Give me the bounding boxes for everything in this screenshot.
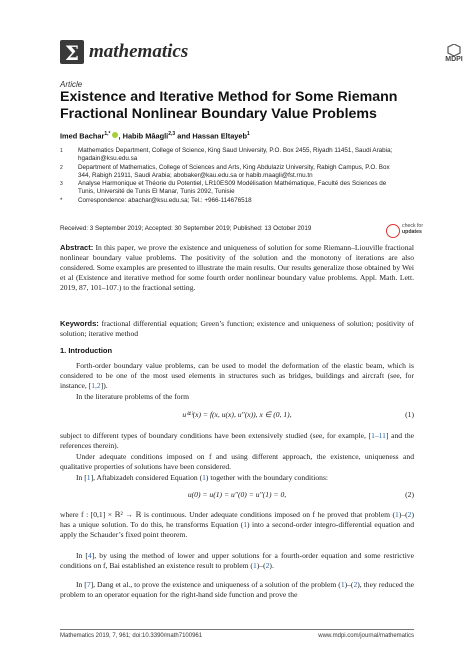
citation-link[interactable]: 7 [86,580,91,589]
affiliation-number: 2 [60,164,63,171]
equation-number: (2) [405,490,414,499]
affiliation-item [60,164,400,181]
journal-logo [60,40,84,64]
abstract [60,243,414,293]
equation-expression: u⁽⁴⁾(x) = f(x, u(x), u″(x)), x ∈ (0, 1), [182,410,292,419]
paragraph-text: ], by using the method of lower and upper solutions for a fourth-order equation and some restrictive conditions on f, Bai established an existence result to problem ( [60,551,414,571]
affiliation-item [60,197,400,205]
publication-dates: Received: 3 September 2019; Accepted: 30 September 2019; Published: 13 October 2019 [60,225,312,232]
equation-link[interactable]: 1 [243,520,247,530]
keywords-label: Keywords: [60,319,99,328]
paragraph-text: ], Dang et al., to prove the existence and uniqueness of a solution of the problem ( [90,580,341,589]
footer-citation: Mathematics 2019, 7, 961; doi:10.3390/math7100961 [60,633,203,639]
affiliation-number: 1 [60,148,63,154]
paragraph-text: ) into a second-order integro-differential equation and apply the Schauder’s fixed point theorem. [60,520,414,540]
equation-link[interactable]: 2 [353,580,358,589]
affiliation-item [60,147,400,164]
abstract-text: In this paper, we prove the existence and uniqueness of solution for some Riemann–Liouville fractional nonlinear boundary value problems. The positivity of the solution and the monotony of iterations are also considered. Some examples are presented to illustrate the main results. Our results generalize those obtained by Wei et al (Existence and iterative method for some fourth order nonlinear boundary value problems. Appl. Math. Lett. 2019, 87, 101–107.) to the fractional setting. [60,243,414,293]
paragraph-text: In [ [76,473,87,482]
section-heading: 1. Introduction [60,346,113,355]
body-paragraph [60,551,414,571]
check-updates-line1: check for [402,223,424,229]
sigma-icon: Σ [64,41,80,65]
paragraph-text: Forth-order boundary value problems, can be used to model the deformation of the elastic beam, which is considered to be one of the most used elements in structures such as bridges, buildings and aircraft (see, for instance, [ [60,361,414,391]
citation-link[interactable]: 4 [87,551,92,560]
paragraph-text: where f : [0,1] × ℝ² → ℝ is continuous. Under adequate conditions imposed on f he proved that problem ( [60,510,396,519]
paragraph-text: )–( [256,561,266,571]
author-affil-mark: 2,3 [168,131,176,137]
orcid-icon[interactable] [112,132,118,138]
author-separator: , [118,131,123,141]
paragraph-text: In [ [76,580,87,589]
journal-header [60,40,463,66]
paragraph-text: In [ [76,551,88,560]
keywords [60,319,414,339]
author-list [60,131,250,140]
author-affil-mark: 1,* [104,131,111,137]
paragraph-text: ), they reduced the problem to an operator equation for the right-hand side function and prove the [60,580,414,600]
equation-link[interactable]: 1 [395,510,399,519]
body-paragraph [60,580,414,600]
correspondence-mark: * [60,196,63,204]
paragraph-text: )–( [398,510,408,519]
affiliation-list [60,147,400,205]
paper-title: Existence and Iterative Method for Some Riemann Fractional Nonlinear Boundary Value Problems [60,89,398,122]
affiliation-item [60,180,400,197]
equation-link[interactable]: 2 [265,561,270,571]
paragraph-text: ] and the references therein). [60,431,414,451]
footer-divider [60,629,414,630]
body-paragraph [60,510,414,540]
body-paragraph: Under adequate conditions imposed on f and using different approach, the existence, uniqueness and qualitative properties of solutions have been considered. [60,452,414,472]
equation-link[interactable]: 2 [407,510,412,519]
author-name[interactable]: Imed Bachar [60,131,105,141]
author-name[interactable]: Hassan Eltayeb [192,131,248,141]
hexagon-icon [437,44,471,56]
citation-link[interactable]: 1–11 [371,431,386,440]
author-name[interactable]: Habib Mâagli [122,131,169,141]
affiliation-number: 3 [60,181,63,188]
paragraph-text: ). [269,561,274,571]
paragraph-text: ) together with the boundary conditions: [205,473,329,482]
body-paragraph [60,361,414,391]
body-paragraph [60,431,414,451]
correspondence-text: Correspondence: abachar@ksu.edu.sa; Tel.: +966-114676518 [78,196,252,204]
affiliation-text: Mathematics Department, College of Science, King Saud University, P.O. Box 2455, Riyadh 11451, Saudi Arabia; hgadain@ksu.edu.sa [78,147,393,163]
article-type: Article [60,80,83,89]
paragraph-text: ]). [100,381,108,391]
journal-name: mathematics [89,41,189,62]
keywords-text: fractional differential equation; Green’s function; existence and uniqueness of solution; positivity of solution; iterative method [60,319,414,339]
check-updates-icon [386,224,400,238]
affiliation-text: Department of Mathematics, College of Sciences and Arts, King Abdulaziz University, Rabigh Campus, P.O. Box 344, Rabigh 21911, Saudi Arabia; abobaker@kau.edu.sa or habib.maagli@fst.rnu.tn [78,163,390,179]
equation-expression: u(0) = u(1) = u″(0) = u″(1) = 0, [187,490,287,499]
author-affil-mark: 1 [247,131,250,137]
check-updates-badge[interactable] [386,222,424,244]
publisher-logo [435,44,471,64]
paragraph-text: ) has a unique solution. To do this, he transforms Equation ( [60,510,414,530]
equation-link[interactable]: 1 [252,561,257,571]
citation-link[interactable]: 1 [86,473,91,482]
citation-link[interactable]: 1,2 [91,381,101,391]
abstract-label: Abstract: [60,243,94,252]
equation-link[interactable]: 1 [202,473,206,482]
publisher-name: MDPI [445,56,463,63]
footer-journal-url[interactable]: www.mdpi.com/journal/mathematics [318,633,414,639]
paragraph-text: ], Aftabizadeh considered Equation ( [90,473,203,482]
body-paragraph [60,473,414,483]
check-updates-label [402,223,428,235]
equation-link[interactable]: 1 [340,580,345,589]
body-paragraph: In the literature problems of the form [76,392,190,401]
author-separator: and [175,131,193,141]
paragraph-text: subject to different types of boundary conditions have been extensively studied (see, for example, [ [60,431,372,440]
check-updates-line2: updates [402,229,422,235]
paragraph-text: )–( [344,580,354,589]
equation-number: (1) [405,410,414,419]
affiliation-text: Analyse Harmonique et Théorie du Potentiel, LR10ES09 Modélisation Mathématique, Faculté des Sciences de Tunis, Université de Tunis El Manar, Tunis 2092, Tunisie [78,180,387,196]
